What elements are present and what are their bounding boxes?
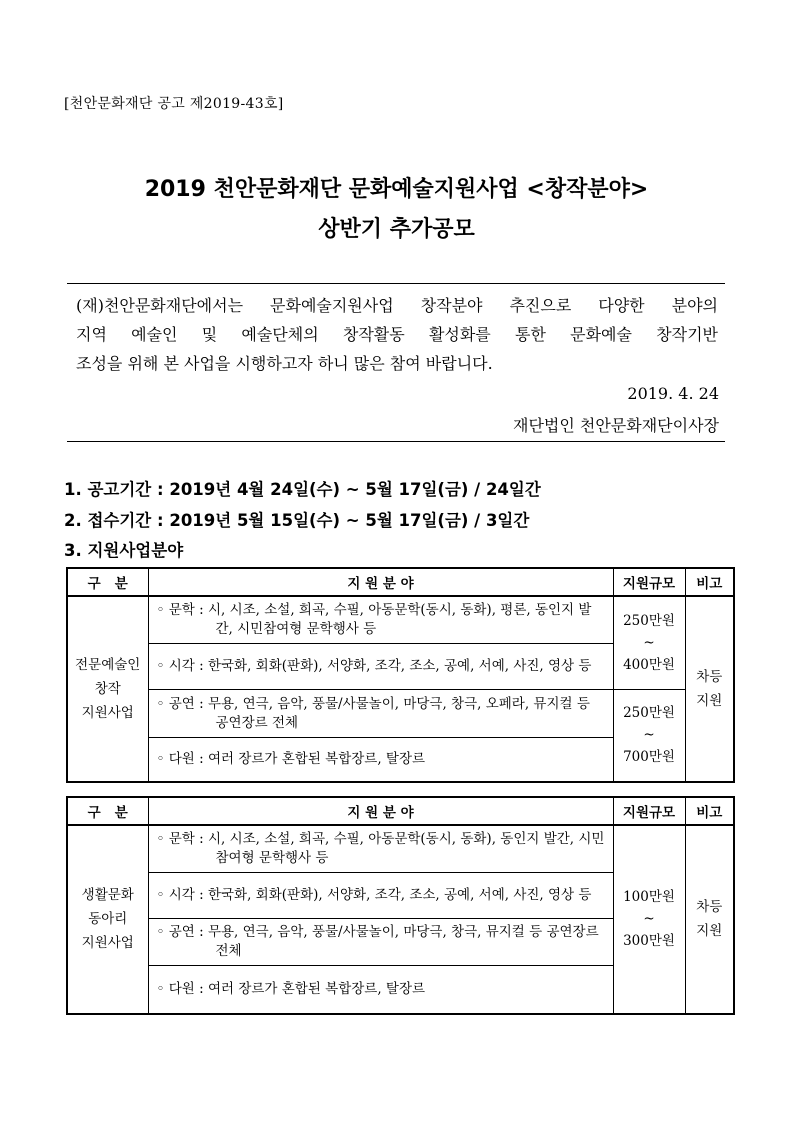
field-cell — [148, 690, 613, 738]
field-prefix: ◦ 다원 : — [156, 980, 208, 997]
field-text: 무용, 연극, 음악, 풍물/사물놀이, 마당극, 창극, 오페라, 뮤지컬 등 공연장르 전체 — [207, 695, 590, 731]
field-prefix: ◦ 시각 : — [156, 658, 208, 674]
category-text: 창작 — [94, 680, 121, 697]
document-subtitle: 상반기 추가공모 — [318, 217, 475, 242]
document-title: 2019 천안문화재단 문화예술지원사업 <창작분야> — [144, 177, 649, 202]
bottom-divider — [67, 441, 725, 442]
scale-cell — [613, 690, 685, 782]
category-text: 지원사업 — [81, 935, 134, 952]
note-text: 차등 — [696, 668, 723, 685]
field-cell — [148, 919, 613, 966]
field-cell — [148, 966, 613, 1014]
notice-period: 1. 공고기간 : 2019년 4월 24일(수) ~ 5월 17일(금) / 24일간 — [64, 480, 541, 499]
field-prefix: ◦ 다원 : — [156, 750, 208, 767]
header-scale: 지원규모 — [613, 568, 685, 596]
note-cell — [685, 596, 734, 782]
field-prefix: ◦ 문학 : — [156, 602, 208, 618]
notice-date: 2019. 4. 24 — [627, 384, 719, 403]
field-cell — [148, 596, 613, 644]
intro-line: 조성을 위해 본 사업을 시행하고자 하니 많은 참여 바랍니다. — [76, 354, 493, 373]
field-cell — [148, 644, 613, 690]
field-text: 여러 장르가 혼합된 복합장르, 탈장르 — [207, 750, 426, 767]
category-text: 동아리 — [88, 911, 128, 928]
note-text: 지원 — [696, 692, 723, 709]
notice-number: [천안문화재단 공고 제2019-43호] — [64, 96, 284, 112]
scale-text: 250만원 — [623, 705, 675, 722]
intro-line: (재)천안문화재단에서는 문화예술지원사업 창작분야 추진으로 다양한 분야의 — [76, 296, 718, 315]
note-text: 지원 — [696, 923, 723, 940]
intro-line: 지역 예술인 및 예술단체의 창작활동 활성화를 통한 문화예술 창작기반 — [76, 325, 718, 344]
field-text: 무용, 연극, 음악, 풍물/사물놀이, 마당극, 창극, 뮤지컬 등 공연장르 전체 — [207, 924, 599, 959]
field-cell — [148, 738, 613, 782]
table-row — [67, 825, 734, 873]
field-text: 한국화, 회화(판화), 서양화, 조각, 조소, 공예, 서예, 사진, 영상 등 — [207, 658, 592, 674]
field-prefix: ◦ 공연 : — [156, 695, 208, 712]
table-header-row — [67, 568, 734, 596]
category-text: 전문예술인 — [75, 656, 141, 673]
scale-text: 300만원 — [623, 933, 675, 950]
table-row — [67, 596, 734, 644]
professional-artist-table — [66, 567, 735, 783]
field-text: 여러 장르가 혼합된 복합장르, 탈장르 — [207, 980, 426, 997]
header-note: 비고 — [685, 568, 734, 596]
header-category: 구 분 — [67, 568, 148, 596]
category-cell — [67, 825, 148, 1014]
note-cell — [685, 825, 734, 1014]
category-cell — [67, 596, 148, 782]
header-field: 지 원 분 야 — [148, 797, 613, 825]
category-text: 생활문화 — [81, 887, 134, 904]
field-text: 시, 시조, 소설, 희곡, 수필, 아동문학(동시, 동화), 평론, 동인지 발간, 시민참여형 문학행사 등 — [207, 602, 592, 637]
receipt-period: 2. 접수기간 : 2019년 5월 15일(수) ~ 5월 17일(금) / 3일간 — [64, 511, 530, 530]
intro-paragraph — [76, 291, 718, 378]
note-text: 차등 — [696, 899, 723, 916]
field-text: 시, 시조, 소설, 희곡, 수필, 아동문학(동시, 동화), 동인지 발간, 시민참여형 문학행사 등 — [207, 831, 605, 866]
scale-cell — [613, 596, 685, 690]
field-cell — [148, 825, 613, 873]
scale-text: ~ — [643, 727, 655, 744]
scale-text: 250만원 — [623, 613, 675, 629]
header-scale: 지원규모 — [613, 797, 685, 825]
header-category: 구 분 — [67, 797, 148, 825]
scale-text: 100만원 — [623, 889, 675, 906]
scale-text: 400만원 — [623, 657, 675, 673]
scale-text: 700만원 — [623, 749, 675, 766]
field-text: 한국화, 회화(판화), 서양화, 조각, 조소, 공예, 서예, 사진, 영상 등 — [207, 887, 592, 903]
category-text: 지원사업 — [81, 704, 134, 721]
scale-text: ~ — [643, 635, 655, 651]
field-cell — [148, 873, 613, 919]
table-header-row — [67, 797, 734, 825]
header-field: 지 원 분 야 — [148, 568, 613, 596]
support-fields-heading: 3. 지원사업분야 — [64, 541, 184, 560]
table-row — [67, 690, 734, 738]
scale-cell — [613, 825, 685, 1014]
field-prefix: ◦ 공연 : — [156, 924, 208, 940]
field-prefix: ◦ 문학 : — [156, 831, 208, 847]
scale-text: ~ — [643, 911, 655, 928]
issuer-name: 재단법인 천안문화재단이사장 — [512, 416, 719, 435]
top-divider — [67, 283, 725, 284]
header-note: 비고 — [685, 797, 734, 825]
field-prefix: ◦ 시각 : — [156, 887, 208, 903]
community-club-table — [66, 796, 735, 1015]
